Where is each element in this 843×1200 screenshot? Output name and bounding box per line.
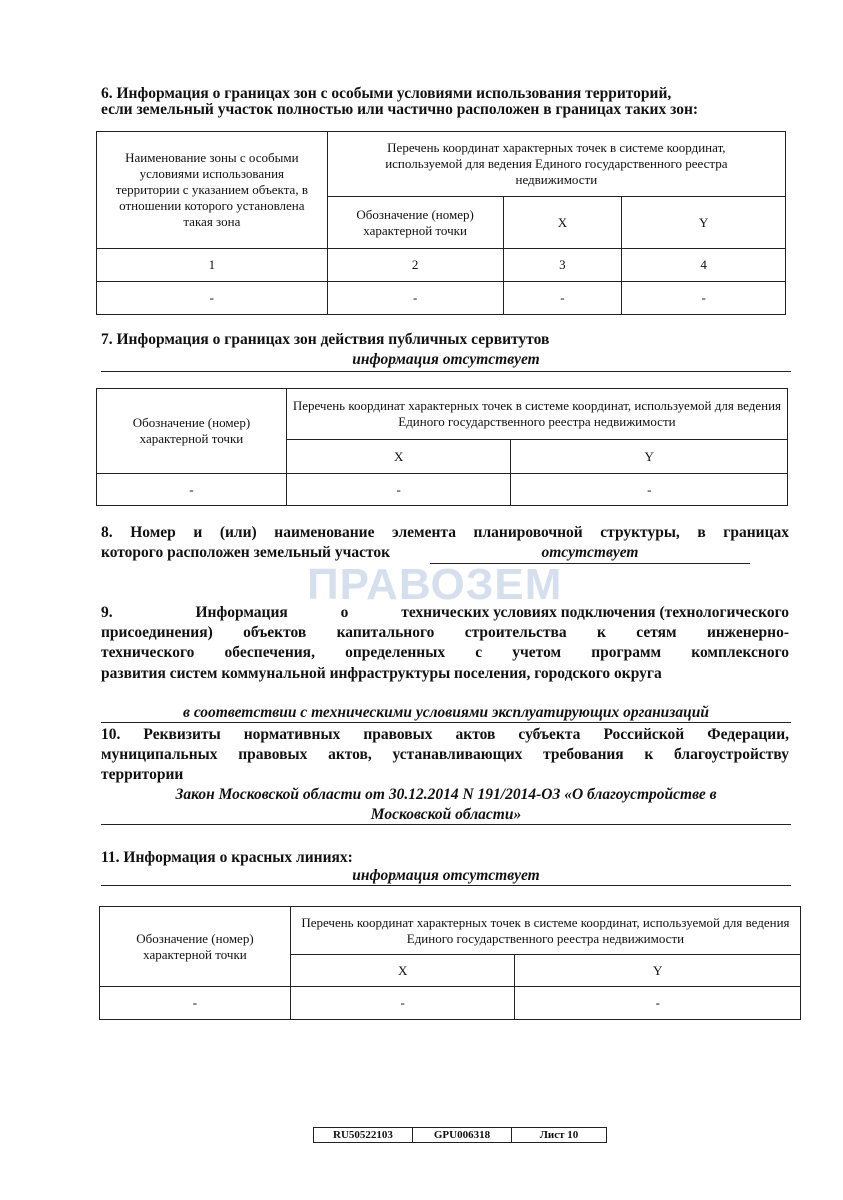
- table-cell: -: [515, 987, 801, 1020]
- section-8-underline: [430, 563, 750, 564]
- header-coords: Перечень координат характерных точек в системе координат, используемой для ведения Единого государственного реестра недвижимости: [286, 389, 787, 440]
- section-10-line1: 10. Реквизиты нормативных правовых актов субъекта Российской Федерации,: [101, 726, 789, 743]
- section-9-number: 9.: [101, 604, 113, 621]
- section-9-word: о: [340, 604, 349, 621]
- header-coords: Перечень координат характерных точек в системе координат, используемой для ведения Единого государственного реестра недвижимости: [290, 907, 800, 955]
- table-cell: -: [622, 282, 786, 315]
- header-point: Обозначение (номер) характерной точки: [100, 907, 291, 987]
- table-row: [97, 474, 788, 506]
- section-8-value: отсутствует: [541, 544, 639, 561]
- header-point: Обозначение (номер) характерной точки: [97, 389, 287, 474]
- section-9-line4: развития систем коммунальной инфраструктуры поселения, городского округа: [101, 665, 662, 682]
- table-cell: -: [327, 282, 503, 315]
- section-9-line1: [101, 603, 789, 623]
- header-zone-name: Наименование зоны с особыми условиями использования территории с указанием объекта, в отношении которого установлена такая зона: [97, 132, 328, 249]
- section-7-value: информация отсутствует: [352, 351, 540, 368]
- col-number: 1: [97, 249, 328, 282]
- section-10-line3: территории: [101, 766, 184, 783]
- section-11-title: 11. Информация о красных линиях:: [101, 849, 353, 866]
- section-6-table: [96, 131, 786, 315]
- header-point: Обозначение (номер) характерной точки: [327, 197, 503, 249]
- section-7-table: [96, 388, 788, 506]
- table-cell: -: [97, 282, 328, 315]
- table-cell: -: [503, 282, 622, 315]
- footer-code-1: RU50522103: [314, 1128, 413, 1142]
- section-9-word: Информация: [195, 604, 288, 621]
- section-10-underline: [101, 824, 791, 825]
- table-cell: -: [290, 987, 515, 1020]
- col-number: 2: [327, 249, 503, 282]
- table-cell: -: [286, 474, 511, 506]
- section-10-line2: муниципальных правовых актов, устанавливающих требования к благоустройству: [101, 746, 789, 763]
- section-9-word: технических условиях подключения (технологического: [401, 604, 789, 621]
- table-cell: -: [100, 987, 291, 1020]
- section-6-title-line1: 6. Информация о границах зон с особыми условиями использования территорий,: [101, 85, 672, 102]
- section-8-line2: которого расположен земельный участок: [101, 544, 391, 561]
- footer-sheet: Лист 10: [539, 1129, 579, 1141]
- footer-stamp: [313, 1127, 607, 1143]
- header-y: Y: [622, 197, 786, 249]
- section-11-value: информация отсутствует: [352, 867, 540, 884]
- table-row: [100, 987, 801, 1020]
- header-x: X: [503, 197, 622, 249]
- section-9-line2: присоединения) объектов капитального строительства к сетям инженерно-: [101, 624, 789, 641]
- header-y: Y: [511, 440, 788, 474]
- section-8-line1: 8. Номер и (или) наименование элемента планировочной структуры, в границах: [101, 524, 789, 541]
- section-10-value-line1: Закон Московской области от 30.12.2014 N 191/2014-ОЗ «О благоустройстве в: [175, 786, 717, 803]
- table-row: [97, 282, 786, 315]
- section-9-underline: [101, 722, 791, 723]
- section-6-title-line2: если земельный участок полностью или частично расположен в границах таких зон:: [101, 101, 699, 118]
- header-y: Y: [515, 955, 801, 987]
- section-11-underline: [101, 885, 791, 886]
- section-7-underline: [101, 371, 791, 372]
- header-x: X: [290, 955, 515, 987]
- header-x: X: [286, 440, 511, 474]
- section-9-line3: технического обеспечения, определенных с учетом программ комплексного: [101, 644, 789, 661]
- col-number: 4: [622, 249, 786, 282]
- footer-code-2: GPU006318: [413, 1128, 512, 1142]
- section-7-title: 7. Информация о границах зон действия публичных сервитутов: [101, 331, 550, 348]
- table-cell: -: [97, 474, 287, 506]
- header-coords: Перечень координат характерных точек в системе координат, используемой для ведения Единого государственного реестра недвижимости: [327, 132, 785, 197]
- col-number: 3: [503, 249, 622, 282]
- section-10-value-line2: Московской области»: [370, 806, 522, 823]
- watermark: ПРАВОЗЕМ: [307, 560, 563, 609]
- section-9-value: в соответствии с техническими условиями эксплуатирующих организаций: [183, 704, 709, 721]
- section-11-table: [99, 906, 801, 1020]
- table-cell: -: [511, 474, 788, 506]
